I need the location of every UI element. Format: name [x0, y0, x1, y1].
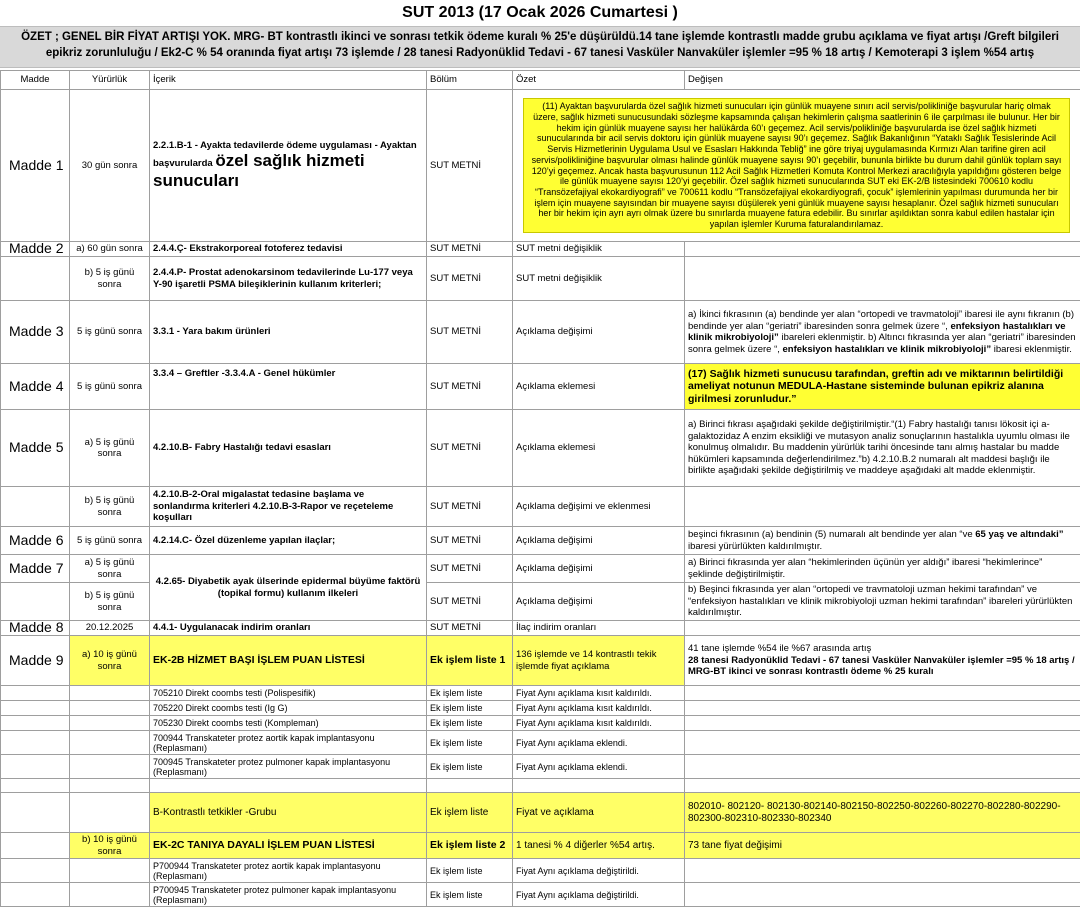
degisen-cell [685, 731, 1080, 755]
table-header-row [1, 71, 1080, 90]
bolum-cell: Ek işlem liste [427, 883, 513, 907]
degisen-text: ibaresi yürürlükten kaldırılmıştır. [688, 540, 823, 552]
degisen-text: a) İkinci fıkrasının (a) bendinde yer alan “ortopedi ve travmatoloji” ibaresi ile aynı fıkranın (b) bendinde yer alan “geriatri” ibaresinden sonra gelmek üzere “, [688, 309, 1074, 332]
icerik-cell [150, 779, 427, 793]
ozet-cell: Fiyat Aynı açıklama kısıt kaldırıldı. [513, 686, 685, 701]
table-row [1, 90, 1080, 242]
bolum-cell: Ek işlem liste [427, 731, 513, 755]
madde-cell: Madde 5 [1, 410, 70, 487]
yururluk-cell [70, 859, 150, 883]
madde-cell: Madde 4 [1, 364, 70, 410]
degisen-bold: 28 tanesi Radyonüklid Tedavi - 67 tanesi Vasküler Nanvaküler işlemler =95 % 18 artış / MRG-BT ikinci ve sonrası kontrastlı ödeme % 25 kuralı [688, 654, 1075, 678]
yururluk-cell [70, 755, 150, 779]
table-row [1, 364, 1080, 410]
degisen-bold: 65 yaş ve altındaki” [975, 529, 1064, 540]
yururluk-cell: a) 5 iş günü sonra [70, 555, 150, 583]
ozet-cell: Açıklama değişimi [513, 555, 685, 583]
madde-cell [1, 487, 70, 527]
madde-cell: Madde 9 [1, 636, 70, 686]
yururluk-cell: b) 5 iş günü sonra [70, 257, 150, 301]
ozet-cell: Fiyat Aynı açıklama eklendi. [513, 755, 685, 779]
degisen-bold: enfeksiyon hastalıkları ve klinik mikrobiyoloji” [782, 343, 992, 355]
ozet-cell: Fiyat Aynı açıklama değiştirildi. [513, 883, 685, 907]
table-row [1, 527, 1080, 555]
table-row [1, 621, 1080, 636]
bolum-cell: Ek işlem liste 1 [427, 636, 513, 686]
header-icerik: İçerik [150, 71, 427, 90]
degisen-cell [685, 716, 1080, 731]
madde-cell [1, 755, 70, 779]
degisen-text: ibaresi eklenmiştir. [993, 343, 1072, 355]
header-madde: Madde [1, 71, 70, 90]
degisen-cell: a) Birinci fıkrası aşağıdaki şekilde değiştirilmiştir.“(1) Fabry hastalığı tanısı lökosit içi a-galaktozidaz A enzim eksikliği ve mutasyon analiz sonuçlarının hastalıkla uyumlu olması ile konulmuş olmalıdır. Bu maddenin yürürlük tarihi öncesinde tanı almış hastalar bu madde hükümleri kapsamında değerlendirilmez.”b) 4.2.10.B.2 numaralı alt maddesi başlığı ile birlikte aşağıdaki şekilde değiştirilmiş ve maddeye aşağıdaki alt madde eklenmiştir. [685, 410, 1080, 487]
yururluk-cell: 5 iş günü sonra [70, 364, 150, 410]
ozet-cell: Fiyat Aynı açıklama kısıt kaldırıldı. [513, 701, 685, 716]
icerik-cell: 3.3.1 - Yara bakım ürünleri [150, 301, 427, 364]
degisen-cell: b) Beşinci fıkrasında yer alan “ortopedi ve travmatoloji uzman hekimi tarafından” ve “enfeksiyon hastalıkları ve klinik mikrobiyoloji uzman hekimi tarafından” ibareleri yürürlükten kaldırılmıştır. [685, 583, 1080, 621]
yururluk-cell: a) 60 gün sonra [70, 242, 150, 257]
table-row [1, 716, 1080, 731]
yururluk-cell: b) 5 iş günü sonra [70, 583, 150, 621]
summary-banner: ÖZET ; GENEL BİR FİYAT ARTIŞI YOK. MRG- BT kontrastlı ikinci ve sonrası tetkik ödeme kuralı % 25'e düşürüldü.14 tane işlemde kontrastlı madde grubu açıklama ve fiyat artışı /Greft bilgileri epikriz zorunluluğu / Ek2-C % 54 oranında fiyat artışı 73 işlemde / 28 tanesi Radyonüklid Tedavi - 67 tanesi Vasküler Nanvaküler işlemler =95 % 18 artış / Kemoterapi 3 işlem %54 artış [0, 26, 1080, 68]
header-degisen: Değişen [685, 71, 1080, 90]
madde-cell: Madde 7 [1, 555, 70, 583]
icerik-cell: 4.2.10.B- Fabry Hastalığı tedavi esasları [150, 410, 427, 487]
bolum-cell: SUT METNİ [427, 410, 513, 487]
degisen-cell [685, 701, 1080, 716]
degisen-text: ibareleri eklenmiştir. b) Altıncı fıkrasında yer alan “geriatri” ibaresinden sonra gelmek üzere “, [688, 332, 1076, 355]
icerik-cell: 2.4.4.Ç- Ekstrakorporeal fotoferez tedavisi [150, 242, 427, 257]
table-row [1, 257, 1080, 301]
bolum-cell: SUT METNİ [427, 527, 513, 555]
bolum-cell: Ek işlem liste [427, 686, 513, 701]
icerik-cell: 4.2.10.B-2-Oral migalastat tedasine başlama ve sonlandırma kriterleri 4.2.10.B-3-Rapor ve reçeteleme koşulları [150, 487, 427, 527]
degisen-cell [685, 487, 1080, 527]
ozet-cell: Fiyat Aynı açıklama eklendi. [513, 731, 685, 755]
table-row [1, 410, 1080, 487]
ozet-cell: Açıklama eklemesi [513, 410, 685, 487]
bolum-cell: SUT METNİ [427, 301, 513, 364]
bolum-cell: Ek işlem liste 2 [427, 833, 513, 859]
icerik-cell: 705230 Direkt coombs testi (Kompleman) [150, 716, 427, 731]
degisen-cell: 73 tane fiyat değişimi [685, 833, 1080, 859]
degisen-cell: 802010- 802120- 802130-802140-802150-802250-802260-802270-802280-802290-802300-802310-802330-802340 [685, 793, 1080, 833]
ozet-cell: Açıklama eklemesi [513, 364, 685, 410]
ozet-cell: Açıklama değişimi [513, 583, 685, 621]
madde-cell: Madde 2 [1, 242, 70, 257]
madde-cell [1, 731, 70, 755]
yururluk-cell [70, 716, 150, 731]
madde-cell: Madde 3 [1, 301, 70, 364]
icerik-cell: 705210 Direkt coombs testi (Polispesifik) [150, 686, 427, 701]
icerik-text: 2.2.1.B-1 - Ayakta tedavilerde ödeme uygulaması - Ayaktan başvurularda [153, 139, 417, 170]
bolum-cell: Ek işlem liste [427, 701, 513, 716]
degisen-cell: a) Birinci fıkrasında yer alan “hekimlerinden üçünün yer aldığı” ibaresi “hekimlerince” şeklinde değiştirilmiştir. [685, 555, 1080, 583]
madde-cell [1, 716, 70, 731]
sut-table [0, 70, 1080, 907]
degisen-cell [685, 242, 1080, 257]
madde-cell [1, 883, 70, 907]
icerik-cell: 705220 Direkt coombs testi (Ig G) [150, 701, 427, 716]
yururluk-cell: b) 5 iş günü sonra [70, 487, 150, 527]
icerik-cell [150, 90, 427, 242]
bolum-cell: Ek işlem liste [427, 793, 513, 833]
madde-cell [1, 833, 70, 859]
degisen-cell [685, 257, 1080, 301]
table-row [1, 859, 1080, 883]
bolum-cell: Ek işlem liste [427, 755, 513, 779]
yururluk-cell: 5 iş günü sonra [70, 301, 150, 364]
icerik-cell: P700945 Transkateter protez pulmoner kapak implantasyonu (Replasmanı) [150, 883, 427, 907]
degisen-cell [685, 779, 1080, 793]
table-row [1, 555, 1080, 583]
degisen-cell [685, 301, 1080, 364]
yururluk-cell: 30 gün sonra [70, 90, 150, 242]
ozet-cell: 1 tanesi % 4 diğerler %54 artış. [513, 833, 685, 859]
degisen-cell [685, 527, 1080, 555]
madde-cell: Madde 8 [1, 621, 70, 636]
icerik-cell: 700944 Transkateter protez aortik kapak implantasyonu (Replasmanı) [150, 731, 427, 755]
icerik-cell: 2.4.4.P- Prostat adenokarsinom tedavilerinde Lu-177 veya Y-90 işaretli PSMA bileşiklerinin kullanım kriterleri; [150, 257, 427, 301]
icerik-cell: EK-2B HİZMET BAŞI İŞLEM PUAN LİSTESİ [150, 636, 427, 686]
madde-cell [1, 701, 70, 716]
table-row [1, 242, 1080, 257]
table-row [1, 883, 1080, 907]
table-row [1, 779, 1080, 793]
yururluk-cell [70, 883, 150, 907]
page-title: SUT 2013 (17 Ocak 2026 Cumartesi ) [402, 4, 678, 21]
madde-cell [1, 257, 70, 301]
table-row [1, 731, 1080, 755]
madde-cell: Madde 1 [1, 90, 70, 242]
yururluk-cell [70, 731, 150, 755]
icerik-cell: B-Kontrastlı tetkikler -Grubu [150, 793, 427, 833]
ozet-cell: Açıklama değişimi ve eklenmesi [513, 487, 685, 527]
table-row [1, 636, 1080, 686]
yururluk-cell [70, 701, 150, 716]
bolum-cell: Ek işlem liste [427, 859, 513, 883]
degisen-cell: (17) Sağlık hizmeti sunucusu tarafından, greftin adı ve miktarının belirtildiği ameliyat notunun MEDULA-Hastane sisteminde bulunan epikriz alanına girilmesi zorunludur.” [685, 364, 1080, 410]
yururluk-cell [70, 793, 150, 833]
degisen-cell [685, 859, 1080, 883]
degisen-cell [685, 621, 1080, 636]
table-row [1, 487, 1080, 527]
table-row [1, 686, 1080, 701]
icerik-cell: 4.4.1- Uygulanacak indirim oranları [150, 621, 427, 636]
header-ozet: Özet [513, 71, 685, 90]
yururluk-cell [70, 686, 150, 701]
header-yururluk: Yürürlük [70, 71, 150, 90]
table-row [1, 301, 1080, 364]
ozet-cell: Fiyat Aynı açıklama kısıt kaldırıldı. [513, 716, 685, 731]
ozet-cell: Fiyat ve açıklama [513, 793, 685, 833]
madde-cell [1, 779, 70, 793]
degisen-text: beşinci fıkrasının (a) bendinin (5) numaralı alt bendinde yer alan “ve [688, 529, 973, 540]
ozet-cell: 136 işlemde ve 14 kontrastlı tekik işlemde fiyat açıklama [513, 636, 685, 686]
icerik-cell: 3.3.4 – Greftler -3.3.4.A - Genel hükümler [150, 364, 427, 410]
icerik-cell: 4.2.14.C- Özel düzenleme yapılan ilaçlar; [150, 527, 427, 555]
ozet-cell: SUT metni değişiklik [513, 242, 685, 257]
icerik-cell: 700945 Transkateter protez pulmoner kapak implantasyonu (Replasmanı) [150, 755, 427, 779]
madde1-highlight-box: (11) Ayaktan başvurularda özel sağlık hizmeti sunucuları için günlük muayene sınırı acil servis/polikliniğe başvurular hariç olmak üzere, sağlık hizmeti sunucusundaki sözleşme kapsamında çalışan hekimlerin çalışma saatlerinin 6 ile çarpılması ile bulunur. Her bir hekim için günlük muayene sayısı her halükârda 60’ı geçemez. Acil servis/polikliniğe başvurularda ise özel sağlık hizmeti sunucularında bir acil servis doktoru için günlük muayene sayısı 90’ı geçemez. Sağlık Bakanlığının “Yataklı Sağlık Tesislerinde Acil Servis Hizmetlerinin Uygulama Usul ve Esasları Hakkında Tebliğ” ine göre triyaj uygulamasında Kırmızı Alan tarifine giren acil servis/polikliniğine başvurular olması halinde günlük muayene sayısı 90’ı geçebilir, bununla birlikte bu durum dahil günlük toplam sayı 120’yi geçemez. Ancak hasta başvurusunun 112 Acil Sağlık Hizmetleri Komuta Kontrol Merkezi aracılığıyla yapıldığını gösteren belge ile günlük muayene sayısı 120’yi geçebilir. Özel sağlık hizmeti sunucularında SUT eki EK-2/B listesindeki 700610 kodlu “Transözefajiyal ekokardiyografi” ve 700611 kodlu “Transözefajiyal ekokardiyografi, çocuk” işlemlerinin yapılması durumunda her bir işlem için muayene sayısından bir muayene sayısı düşülerek yeni günlük muayene sayısı hesaplanır. Özel sağlık hizmeti sunucuları her bir hekim için ayrı ayrı olmak üzere bu sınırlarda muayene fatura edebilir. Bu sınırlar aşıldıktan sonra kabul edilen hastalar için yapılan işlemler Kuruma faturalandırılamaz. [523, 98, 1070, 232]
madde-cell [1, 859, 70, 883]
ozet-cell: Açıklama değişimi [513, 301, 685, 364]
degisen-cell [685, 636, 1080, 686]
madde-cell [1, 686, 70, 701]
yururluk-cell: b) 10 iş günü sonra [70, 833, 150, 859]
yururluk-cell [70, 779, 150, 793]
table-row [1, 755, 1080, 779]
yururluk-cell: a) 10 iş günü sonra [70, 636, 150, 686]
bolum-cell: Ek işlem liste [427, 716, 513, 731]
ozet-cell [513, 779, 685, 793]
ozet-cell: SUT metni değişiklik [513, 257, 685, 301]
degisen-cell [685, 755, 1080, 779]
bolum-cell: SUT METNİ [427, 257, 513, 301]
table-row [1, 793, 1080, 833]
bolum-cell: SUT METNİ [427, 621, 513, 636]
degisen-bold: enfeksiyon hastalıkları ve klinik mikrobiyoloji” [688, 320, 1066, 343]
madde-cell: Madde 6 [1, 527, 70, 555]
yururluk-cell: 5 iş günü sonra [70, 527, 150, 555]
icerik-cell: EK-2C TANIYA DAYALI İŞLEM PUAN LİSTESİ [150, 833, 427, 859]
ozet-cell: Fiyat Aynı açıklama değiştirildi. [513, 859, 685, 883]
madde-cell [1, 793, 70, 833]
yururluk-cell: 20.12.2025 [70, 621, 150, 636]
icerik-cell: 4.2.65- Diyabetik ayak ülserinde epidermal büyüme faktörü (topikal formu) kullanım ilkeleri [150, 555, 427, 621]
bolum-cell: SUT METNİ [427, 555, 513, 583]
degisen-text: 41 tane işlemde %54 ile %67 arasında artış [688, 643, 872, 655]
ozet-cell: İlaç indirim oranları [513, 621, 685, 636]
table-row [1, 701, 1080, 716]
icerik-highlight: özel sağlık hizmeti sunucuları [153, 151, 365, 191]
bolum-cell [427, 779, 513, 793]
yururluk-cell: a) 5 iş günü sonra [70, 410, 150, 487]
bolum-cell: SUT METNİ [427, 583, 513, 621]
madde-cell [1, 583, 70, 621]
ozet-cell [513, 90, 1080, 242]
degisen-cell [685, 686, 1080, 701]
bolum-cell: SUT METNİ [427, 487, 513, 527]
degisen-cell [685, 883, 1080, 907]
icerik-cell: P700944 Transkateter protez aortik kapak implantasyonu (Replasmanı) [150, 859, 427, 883]
bolum-cell: SUT METNİ [427, 242, 513, 257]
ozet-cell: Açıklama değişimi [513, 527, 685, 555]
header-bolum: Bölüm [427, 71, 513, 90]
table-row [1, 833, 1080, 859]
bolum-cell: SUT METNİ [427, 90, 513, 242]
bolum-cell: SUT METNİ [427, 364, 513, 410]
